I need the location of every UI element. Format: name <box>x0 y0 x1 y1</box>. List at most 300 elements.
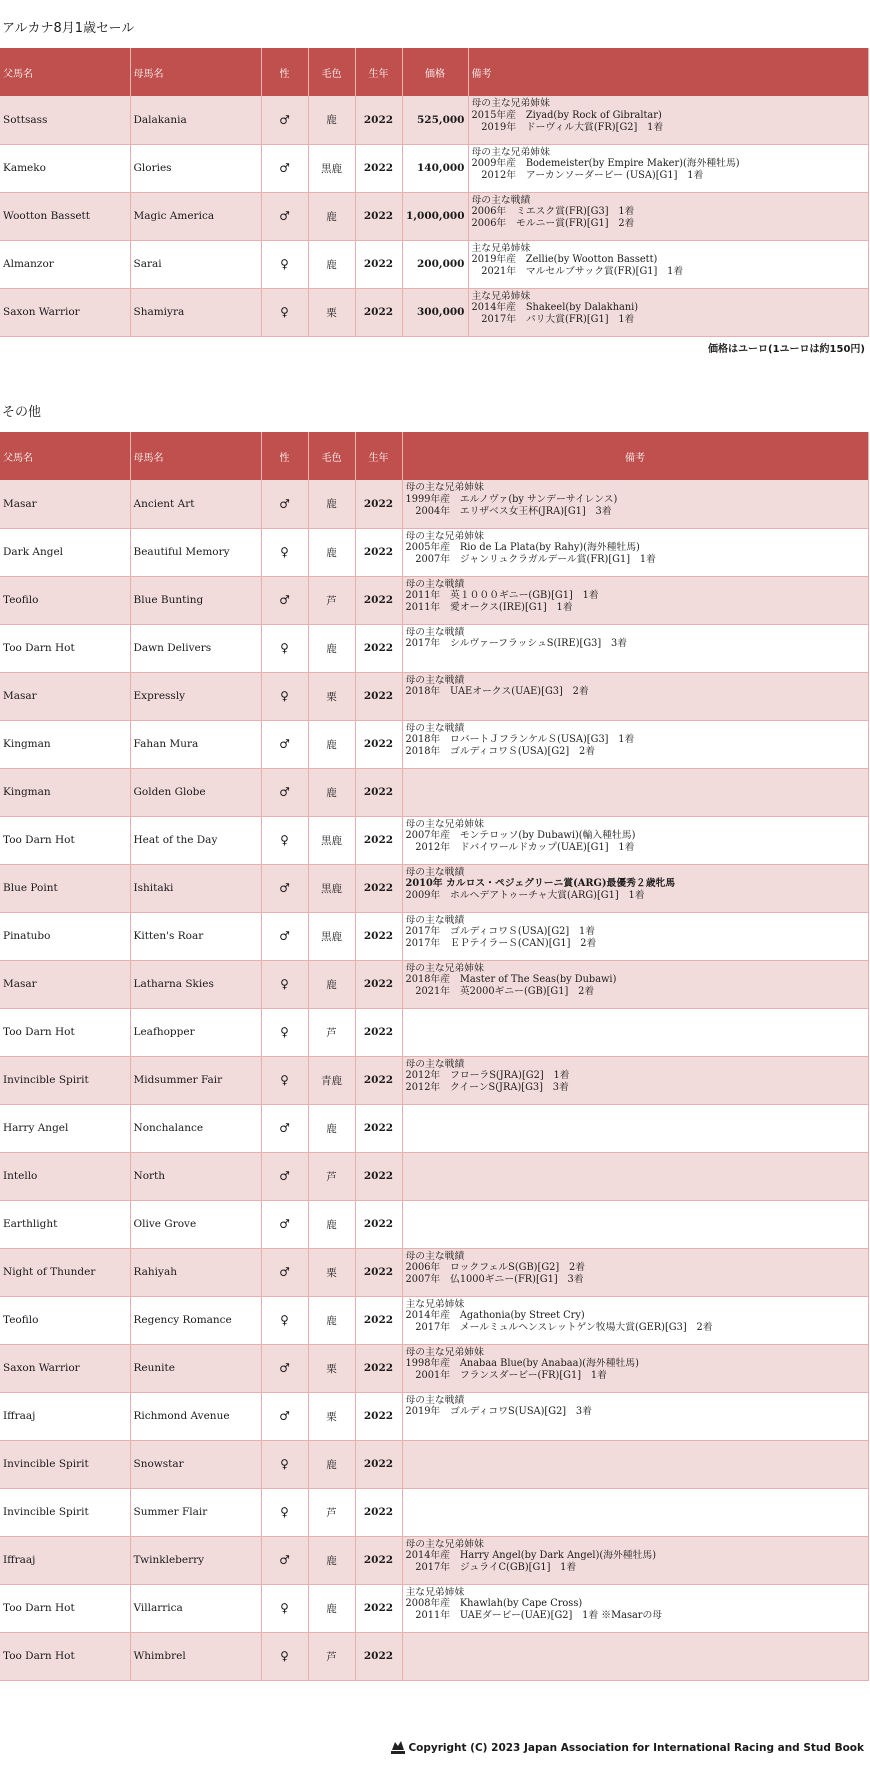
sex-symbol: ♀ <box>261 1296 308 1344</box>
coat-color: 栗 <box>308 1392 355 1440</box>
birth-year: 2022 <box>355 528 402 576</box>
dam-name: North <box>130 1152 261 1200</box>
table-row <box>0 1632 868 1680</box>
section1-title: アルカナ8月1歳セール <box>2 21 135 36</box>
note-line: 2019年 ドーヴィル大賞(FR)[G2] 1着 <box>471 121 664 133</box>
price: 140,000 <box>402 144 468 192</box>
note-line: 2011年 UAEダービー(UAE)[G2] 1着 ※Masarの母 <box>405 1610 663 1622</box>
dam-name: Magic America <box>130 192 261 240</box>
coat-color: 鹿 <box>308 768 355 816</box>
price-note: 価格はユーロ(1ユーロは約150円) <box>708 344 865 355</box>
notes-cell <box>402 624 868 672</box>
birth-year: 2022 <box>355 960 402 1008</box>
birth-year: 2022 <box>355 1104 402 1152</box>
header-year: 生年 <box>355 432 402 480</box>
table-header-row <box>0 432 868 480</box>
sire-name: Pinatubo <box>0 912 130 960</box>
sex-symbol: ♂ <box>261 720 308 768</box>
coat-color: 栗 <box>308 672 355 720</box>
coat-color: 栗 <box>308 1344 355 1392</box>
sex-symbol: ♀ <box>261 816 308 864</box>
sire-name: Wootton Bassett <box>0 192 130 240</box>
sex-symbol: ♂ <box>261 864 308 912</box>
sire-name: Earthlight <box>0 1200 130 1248</box>
dam-name: Leafhopper <box>130 1008 261 1056</box>
coat-color: 鹿 <box>308 192 355 240</box>
sex-symbol: ♀ <box>261 960 308 1008</box>
notes-cell <box>468 96 868 144</box>
sale-table <box>0 48 869 337</box>
dam-name: Shamiyra <box>130 288 261 336</box>
table-row <box>0 816 868 864</box>
dam-name: Kitten's Roar <box>130 912 261 960</box>
header-year: 生年 <box>355 48 402 96</box>
coat-color: 鹿 <box>308 960 355 1008</box>
note-line: 2014年産 Agathonia(by Street Cry) <box>405 1310 585 1322</box>
coat-color: 鹿 <box>308 480 355 528</box>
note-line: 2017年 ＥＰテイラーＳ(CAN)[G1] 2着 <box>405 938 597 950</box>
note-line: 2010年 カルロス・ペジェグリーニ賞(ARG)最優秀２歳牝馬 <box>405 878 676 890</box>
table-row <box>0 528 868 576</box>
dam-name: Twinkleberry <box>130 1536 261 1584</box>
note-line: 2021年 英2000ギニー(GB)[G1] 2着 <box>405 986 595 998</box>
dam-name: Olive Grove <box>130 1200 261 1248</box>
header-sire: 父馬名 <box>0 48 130 96</box>
note-line: 2018年 UAEオークス(UAE)[G3] 2着 <box>405 686 589 698</box>
sire-name: Kingman <box>0 720 130 768</box>
sire-name: Kingman <box>0 768 130 816</box>
notes-cell <box>402 672 868 720</box>
coat-color: 芦 <box>308 1632 355 1680</box>
note-line: 2017年 メールミュルヘンスレットゲン牧場大賞(GER)[G3] 2着 <box>405 1322 713 1334</box>
table-row <box>0 1248 868 1296</box>
table-row <box>0 1056 868 1104</box>
notes-cell <box>402 528 868 576</box>
sex-symbol: ♂ <box>261 1104 308 1152</box>
notes-cell <box>402 912 868 960</box>
note-line: 母の主な戦績 <box>405 1394 465 1406</box>
other-table <box>0 432 869 1681</box>
note-line: 主な兄弟姉妹 <box>471 242 531 254</box>
table-row <box>0 1008 868 1056</box>
price: 300,000 <box>402 288 468 336</box>
coat-color: 鹿 <box>308 1296 355 1344</box>
note-line: 2012年 クイーンS(JRA)[G3] 3着 <box>405 1082 569 1094</box>
sire-name: Almanzor <box>0 240 130 288</box>
notes-cell <box>402 576 868 624</box>
note-line: 母の主な戦績 <box>405 722 465 734</box>
sex-symbol: ♀ <box>261 1584 308 1632</box>
note-line: 2019年産 Zellie(by Wootton Bassett) <box>471 254 658 266</box>
sex-symbol: ♂ <box>261 1200 308 1248</box>
coat-color: 芦 <box>308 1008 355 1056</box>
coat-color: 鹿 <box>308 1440 355 1488</box>
sire-name: Harry Angel <box>0 1104 130 1152</box>
coat-color: 鹿 <box>308 1104 355 1152</box>
header-notes: 備考 <box>402 432 868 480</box>
note-line: 母の主な戦績 <box>405 914 465 926</box>
table-row <box>0 912 868 960</box>
dam-name: Heat of the Day <box>130 816 261 864</box>
coat-color: 鹿 <box>308 1584 355 1632</box>
table-row <box>0 1200 868 1248</box>
table-row <box>0 672 868 720</box>
dam-name: Blue Bunting <box>130 576 261 624</box>
table-row <box>0 288 868 336</box>
sire-name: Iffraaj <box>0 1392 130 1440</box>
note-line: 2005年産 Rio de La Plata(by Rahy)(海外種牡馬) <box>405 542 640 554</box>
sire-name: Night of Thunder <box>0 1248 130 1296</box>
sex-symbol: ♂ <box>261 96 308 144</box>
dam-name: Ancient Art <box>130 480 261 528</box>
note-line: 母の主な戦績 <box>471 194 531 206</box>
birth-year: 2022 <box>355 816 402 864</box>
jairs-logo-icon <box>389 1736 407 1758</box>
dam-name: Summer Flair <box>130 1488 261 1536</box>
table-row <box>0 1536 868 1584</box>
note-line: 2006年 モルニー賞(FR)[G1] 2着 <box>471 218 635 230</box>
table-row <box>0 1584 868 1632</box>
dam-name: Sarai <box>130 240 261 288</box>
birth-year: 2022 <box>355 912 402 960</box>
sex-symbol: ♂ <box>261 144 308 192</box>
sex-symbol: ♀ <box>261 1632 308 1680</box>
coat-color: 鹿 <box>308 240 355 288</box>
birth-year: 2022 <box>355 1008 402 1056</box>
note-line: 2001年 フランスダービー(FR)[G1] 1着 <box>405 1370 607 1382</box>
notes-cell <box>468 192 868 240</box>
coat-color: 芦 <box>308 1488 355 1536</box>
note-line: 2008年産 Khawlah(by Cape Cross) <box>405 1598 583 1610</box>
coat-color: 黒鹿 <box>308 864 355 912</box>
notes-cell <box>402 960 868 1008</box>
sex-symbol: ♀ <box>261 1488 308 1536</box>
note-line: 1999年産 エルノヴァ(by サンデーサイレンス) <box>405 493 618 505</box>
dam-name: Nonchalance <box>130 1104 261 1152</box>
sire-name: Sottsass <box>0 96 130 144</box>
table-row <box>0 1440 868 1488</box>
notes-cell <box>402 720 868 768</box>
dam-name: Whimbrel <box>130 1632 261 1680</box>
sire-name: Intello <box>0 1152 130 1200</box>
birth-year: 2022 <box>355 1392 402 1440</box>
sire-name: Iffraaj <box>0 1536 130 1584</box>
note-line: 2012年 フローラS(JRA)[G2] 1着 <box>405 1070 570 1082</box>
dam-name: Snowstar <box>130 1440 261 1488</box>
sire-name: Kameko <box>0 144 130 192</box>
dam-name: Glories <box>130 144 261 192</box>
note-line: 2011年 英１０００ギニー(GB)[G1] 1着 <box>405 590 599 602</box>
table-row <box>0 1488 868 1536</box>
notes-cell <box>402 1536 868 1584</box>
coat-color: 芦 <box>308 1152 355 1200</box>
sex-symbol: ♀ <box>261 1008 308 1056</box>
note-line: 2009年 ホルヘデアトゥーチャ大賞(ARG)[G1] 1着 <box>405 890 645 902</box>
sire-name: Masar <box>0 960 130 1008</box>
birth-year: 2022 <box>355 1632 402 1680</box>
birth-year: 2022 <box>355 1200 402 1248</box>
table-row <box>0 864 868 912</box>
note-line: 2019年 ゴルディコワS(USA)[G2] 3着 <box>405 1406 592 1418</box>
sex-symbol: ♂ <box>261 192 308 240</box>
birth-year: 2022 <box>355 144 402 192</box>
notes-cell <box>402 1632 868 1680</box>
sex-symbol: ♀ <box>261 288 308 336</box>
note-line: 母の主な戦績 <box>405 1058 465 1070</box>
dam-name: Richmond Avenue <box>130 1392 261 1440</box>
coat-color: 鹿 <box>308 624 355 672</box>
notes-cell <box>402 1440 868 1488</box>
note-line: 2012年 ドバイワールドカップ(UAE)[G1] 1着 <box>405 842 635 854</box>
sire-name: Dark Angel <box>0 528 130 576</box>
note-line: 母の主な戦績 <box>405 866 465 878</box>
sex-symbol: ♂ <box>261 768 308 816</box>
note-line: 2018年 ゴルディコワＳ(USA)[G2] 2着 <box>405 746 596 758</box>
sex-symbol: ♂ <box>261 1536 308 1584</box>
coat-color: 栗 <box>308 1248 355 1296</box>
coat-color: 鹿 <box>308 528 355 576</box>
coat-color: 黒鹿 <box>308 912 355 960</box>
dam-name: Expressly <box>130 672 261 720</box>
table-row <box>0 1344 868 1392</box>
note-line: 母の主な兄弟姉妹 <box>471 98 550 109</box>
birth-year: 2022 <box>355 192 402 240</box>
birth-year: 2022 <box>355 288 402 336</box>
birth-year: 2022 <box>355 1584 402 1632</box>
note-line: 主な兄弟姉妹 <box>405 1298 465 1310</box>
birth-year: 2022 <box>355 1296 402 1344</box>
sire-name: Saxon Warrior <box>0 1344 130 1392</box>
sex-symbol: ♂ <box>261 576 308 624</box>
note-line: 母の主な兄弟姉妹 <box>405 1346 484 1358</box>
dam-name: Reunite <box>130 1344 261 1392</box>
sex-symbol: ♀ <box>261 672 308 720</box>
table-row <box>0 144 868 192</box>
notes-cell <box>402 1584 868 1632</box>
table-row <box>0 1296 868 1344</box>
coat-color: 黒鹿 <box>308 816 355 864</box>
sire-name: Blue Point <box>0 864 130 912</box>
note-line: 母の主な戦績 <box>405 1250 465 1262</box>
notes-cell <box>468 144 868 192</box>
sex-symbol: ♂ <box>261 1344 308 1392</box>
dam-name: Dawn Delivers <box>130 624 261 672</box>
table-row <box>0 720 868 768</box>
coat-color: 栗 <box>308 288 355 336</box>
sire-name: Too Darn Hot <box>0 1632 130 1680</box>
sire-name: Masar <box>0 480 130 528</box>
header-dam: 母馬名 <box>130 432 261 480</box>
table-row <box>0 1392 868 1440</box>
note-line: 1998年産 Anabaa Blue(by Anabaa)(海外種牡馬) <box>405 1358 639 1370</box>
header-notes: 備考 <box>468 48 868 96</box>
sire-name: Teofilo <box>0 1296 130 1344</box>
notes-cell <box>402 1344 868 1392</box>
sex-symbol: ♂ <box>261 480 308 528</box>
birth-year: 2022 <box>355 624 402 672</box>
notes-cell <box>402 480 868 528</box>
note-line: 2007年 ジャンリュクラガルデール賞(FR)[G1] 1着 <box>405 554 656 566</box>
notes-cell <box>402 1200 868 1248</box>
dam-name: Midsummer Fair <box>130 1056 261 1104</box>
note-line: 2006年 ロックフェルS(GB)[G2] 2着 <box>405 1262 586 1274</box>
note-line: 2018年 ロバートＪフランケルＳ(USA)[G3] 1着 <box>405 734 635 746</box>
note-line: 2011年 愛オークス(IRE)[G1] 1着 <box>405 602 573 614</box>
table-header-row <box>0 48 868 96</box>
table-row <box>0 1152 868 1200</box>
table-row <box>0 192 868 240</box>
header-price: 価格 <box>402 48 468 96</box>
birth-year: 2022 <box>355 576 402 624</box>
note-line: 2014年産 Shakeel(by Dalakhani) <box>471 302 639 314</box>
sire-name: Saxon Warrior <box>0 288 130 336</box>
notes-cell <box>402 768 868 816</box>
note-line: 2006年 ミエスク賞(FR)[G3] 1着 <box>471 206 635 218</box>
coat-color: 青鹿 <box>308 1056 355 1104</box>
table-row <box>0 960 868 1008</box>
note-line: 2021年 マルセルブサック賞(FR)[G1] 1着 <box>471 266 684 278</box>
header-sex: 性 <box>261 432 308 480</box>
sex-symbol: ♀ <box>261 528 308 576</box>
notes-cell <box>402 1296 868 1344</box>
header-sex: 性 <box>261 48 308 96</box>
notes-cell <box>402 1104 868 1152</box>
birth-year: 2022 <box>355 720 402 768</box>
notes-cell <box>402 1008 868 1056</box>
note-line: 母の主な兄弟姉妹 <box>471 146 550 158</box>
birth-year: 2022 <box>355 1344 402 1392</box>
header-sire: 父馬名 <box>0 432 130 480</box>
notes-cell <box>402 816 868 864</box>
note-line: 2017年 パリ大賞(FR)[G1] 1着 <box>471 314 635 326</box>
notes-cell <box>402 1152 868 1200</box>
coat-color: 芦 <box>308 576 355 624</box>
note-line: 母の主な兄弟姉妹 <box>405 530 484 542</box>
sex-symbol: ♀ <box>261 624 308 672</box>
sire-name: Masar <box>0 672 130 720</box>
dam-name: Beautiful Memory <box>130 528 261 576</box>
notes-cell <box>402 1248 868 1296</box>
table-row <box>0 96 868 144</box>
birth-year: 2022 <box>355 96 402 144</box>
dam-name: Latharna Skies <box>130 960 261 1008</box>
birth-year: 2022 <box>355 1488 402 1536</box>
notes-cell <box>402 1488 868 1536</box>
dam-name: Villarrica <box>130 1584 261 1632</box>
header-color: 毛色 <box>308 432 355 480</box>
table-row <box>0 576 868 624</box>
note-line: 母の主な戦績 <box>405 578 465 590</box>
notes-cell <box>402 864 868 912</box>
sire-name: Invincible Spirit <box>0 1488 130 1536</box>
sex-symbol: ♀ <box>261 1440 308 1488</box>
note-line: 主な兄弟姉妹 <box>405 1586 465 1598</box>
birth-year: 2022 <box>355 1056 402 1104</box>
birth-year: 2022 <box>355 1440 402 1488</box>
sex-symbol: ♂ <box>261 1392 308 1440</box>
price: 525,000 <box>402 96 468 144</box>
note-line: 2012年 アーカンソーダービー (USA)[G1] 1着 <box>471 170 704 182</box>
dam-name: Regency Romance <box>130 1296 261 1344</box>
notes-cell <box>402 1392 868 1440</box>
note-line: 2017年 シルヴァーフラッシュS(IRE)[G3] 3着 <box>405 638 628 650</box>
dam-name: Rahiyah <box>130 1248 261 1296</box>
note-line: 母の主な戦績 <box>405 626 465 638</box>
note-line: 主な兄弟姉妹 <box>471 290 531 302</box>
birth-year: 2022 <box>355 864 402 912</box>
table-row <box>0 1104 868 1152</box>
sire-name: Too Darn Hot <box>0 624 130 672</box>
note-line: 2018年産 Master of The Seas(by Dubawi) <box>405 974 617 986</box>
section2-title: その他 <box>2 405 42 420</box>
coat-color: 鹿 <box>308 96 355 144</box>
birth-year: 2022 <box>355 1536 402 1584</box>
birth-year: 2022 <box>355 1248 402 1296</box>
dam-name: Golden Globe <box>130 768 261 816</box>
note-line: 2007年 仏1000ギニー(FR)[G1] 3着 <box>405 1274 584 1286</box>
sire-name: Too Darn Hot <box>0 816 130 864</box>
note-line: 母の主な兄弟姉妹 <box>405 818 484 830</box>
coat-color: 黒鹿 <box>308 144 355 192</box>
sire-name: Too Darn Hot <box>0 1008 130 1056</box>
note-line: 母の主な兄弟姉妹 <box>405 1538 484 1550</box>
note-line: 2015年産 Ziyad(by Rock of Gibraltar) <box>471 109 662 121</box>
note-line: 2017年 ジュライC(GB)[G1] 1着 <box>405 1562 577 1574</box>
birth-year: 2022 <box>355 672 402 720</box>
table-row <box>0 768 868 816</box>
sire-name: Teofilo <box>0 576 130 624</box>
birth-year: 2022 <box>355 768 402 816</box>
notes-cell <box>402 1056 868 1104</box>
sex-symbol: ♀ <box>261 240 308 288</box>
copyright: Copyright (C) 2023 Japan Association for International Racing and Stud Book <box>408 1742 864 1754</box>
birth-year: 2022 <box>355 1152 402 1200</box>
table-row <box>0 240 868 288</box>
sire-name: Invincible Spirit <box>0 1056 130 1104</box>
note-line: 母の主な兄弟姉妹 <box>405 482 484 493</box>
note-line: 母の主な戦績 <box>405 674 465 686</box>
dam-name: Dalakania <box>130 96 261 144</box>
coat-color: 鹿 <box>308 720 355 768</box>
note-line: 2004年 エリザベス女王杯(JRA)[G1] 3着 <box>405 505 612 517</box>
table-row <box>0 624 868 672</box>
sire-name: Too Darn Hot <box>0 1584 130 1632</box>
header-dam: 母馬名 <box>130 48 261 96</box>
sire-name: Invincible Spirit <box>0 1440 130 1488</box>
note-line: 2014年産 Harry Angel(by Dark Angel)(海外種牡馬) <box>405 1550 657 1562</box>
sex-symbol: ♂ <box>261 1152 308 1200</box>
dam-name: Ishitaki <box>130 864 261 912</box>
notes-cell <box>468 240 868 288</box>
note-line: 2009年産 Bodemeister(by Empire Maker)(海外種牡馬) <box>471 158 740 170</box>
notes-cell <box>468 288 868 336</box>
price: 200,000 <box>402 240 468 288</box>
birth-year: 2022 <box>355 480 402 528</box>
sex-symbol: ♂ <box>261 912 308 960</box>
table-row <box>0 480 868 528</box>
note-line: 母の主な兄弟姉妹 <box>405 962 484 974</box>
coat-color: 鹿 <box>308 1536 355 1584</box>
dam-name: Fahan Mura <box>130 720 261 768</box>
sex-symbol: ♂ <box>261 1248 308 1296</box>
header-color: 毛色 <box>308 48 355 96</box>
note-line: 2017年 ゴルディコワＳ(USA)[G2] 1着 <box>405 926 596 938</box>
note-line: 2007年産 モンテロッソ(by Dubawi)(輸入種牡馬) <box>405 830 636 842</box>
price: 1,000,000 <box>402 192 468 240</box>
coat-color: 鹿 <box>308 1200 355 1248</box>
birth-year: 2022 <box>355 240 402 288</box>
sex-symbol: ♀ <box>261 1056 308 1104</box>
